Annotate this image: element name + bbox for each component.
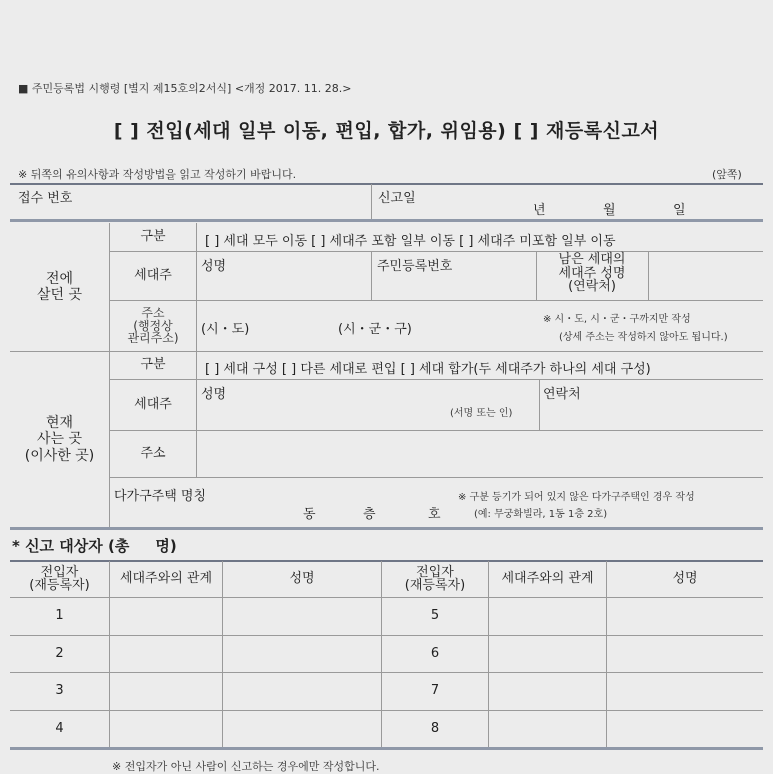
row-number: 3	[55, 682, 64, 698]
current-name-label: 성명	[201, 387, 227, 402]
row-number: 4	[55, 720, 64, 736]
col-relation-right: 세대주와의 관계	[501, 570, 594, 586]
row-number: 2	[55, 645, 64, 661]
current-householder-label: 세대주	[134, 396, 172, 412]
signature-label: (서명 또는 인)	[450, 408, 513, 419]
floor-label: 층	[363, 507, 376, 522]
prev-category-label: 구분	[140, 228, 166, 244]
dong-label: 동	[303, 507, 316, 522]
current-residence-section: 현재 사는 곳 (이사한 곳)	[24, 415, 95, 464]
prev-address-label: 주소 (행정상 관리주소)	[127, 306, 179, 346]
prev-address-note: ※ 시・도, 시・군・구까지만 작성	[543, 314, 691, 325]
prev-sigungu: (시・군・구)	[338, 322, 412, 337]
current-address-label: 주소	[140, 445, 166, 461]
receipt-number-label: 접수 번호	[18, 191, 73, 206]
row-number: 6	[430, 645, 440, 661]
col-mover-left: 전입자 (재등록자)	[29, 565, 90, 593]
prev-householder-label: 세대주	[134, 267, 172, 283]
multi-house-note: ※ 구분 등기가 되어 있지 않은 다가구주택인 경우 작성	[458, 492, 695, 503]
current-contact-label: 연락처	[543, 387, 581, 402]
row-number: 5	[430, 607, 440, 623]
multi-house-example: (예: 무궁화빌라, 1동 1층 2호)	[474, 509, 608, 520]
prev-residence-section: 전에 살던 곳	[36, 270, 83, 303]
prev-address-note-detail: (상세 주소는 작성하지 않아도 됩니다.)	[559, 332, 728, 343]
prev-category-options: [ ] 세대 모두 이동 [ ] 세대주 포함 일부 이동 [ ] 세대주 미포함 일부 이동	[205, 234, 616, 249]
report-date-label: 신고일	[378, 191, 416, 206]
current-category-options: [ ] 세대 구성 [ ] 다른 세대로 편입 [ ] 세대 합가(두 세대주가 하나의 세대 구성)	[205, 362, 651, 377]
multi-house-name-label: 다가구주택 명칭	[114, 489, 207, 504]
targets-heading: * 신고 대상자 (총 명)	[12, 537, 177, 555]
col-name-left: 성명	[289, 570, 315, 586]
year-label: 년	[533, 203, 546, 218]
receipt-top-rule	[10, 183, 763, 185]
row-number: 1	[55, 607, 64, 623]
day-label: 일	[673, 203, 686, 218]
law-reference: ■ 주민등록법 시행령 [별지 제15호의2서식] <개정 2017. 11. 28.>	[18, 82, 352, 95]
page-side-label: (앞쪽)	[712, 168, 742, 181]
unit-label: 호	[428, 507, 441, 522]
form-title: [ ] 전입(세대 일부 이동, 편입, 합가, 위임용) [ ] 재등록신고서	[113, 120, 660, 142]
current-category-label: 구분	[140, 357, 166, 373]
month-label: 월	[603, 203, 616, 218]
col-mover-right: 전입자 (재등록자)	[404, 565, 466, 593]
prev-sido: (시・도)	[201, 322, 250, 337]
row-number: 8	[430, 720, 440, 736]
prev-name-label: 성명	[201, 259, 227, 274]
prev-rrn-label: 주민등록번호	[377, 259, 453, 274]
instruction-note: ※ 뒤쪽의 유의사항과 작성방법을 읽고 작성하기 바랍니다.	[18, 168, 297, 181]
col-relation-left: 세대주와의 관계	[119, 570, 213, 586]
footer-note: ※ 전입자가 아닌 사람이 신고하는 경우에만 작성합니다.	[112, 760, 380, 773]
row-number: 7	[430, 682, 440, 698]
remaining-householder-label: 남은 세대의 세대주 성명 (연락처)	[558, 252, 626, 295]
col-name-right: 성명	[672, 570, 698, 586]
